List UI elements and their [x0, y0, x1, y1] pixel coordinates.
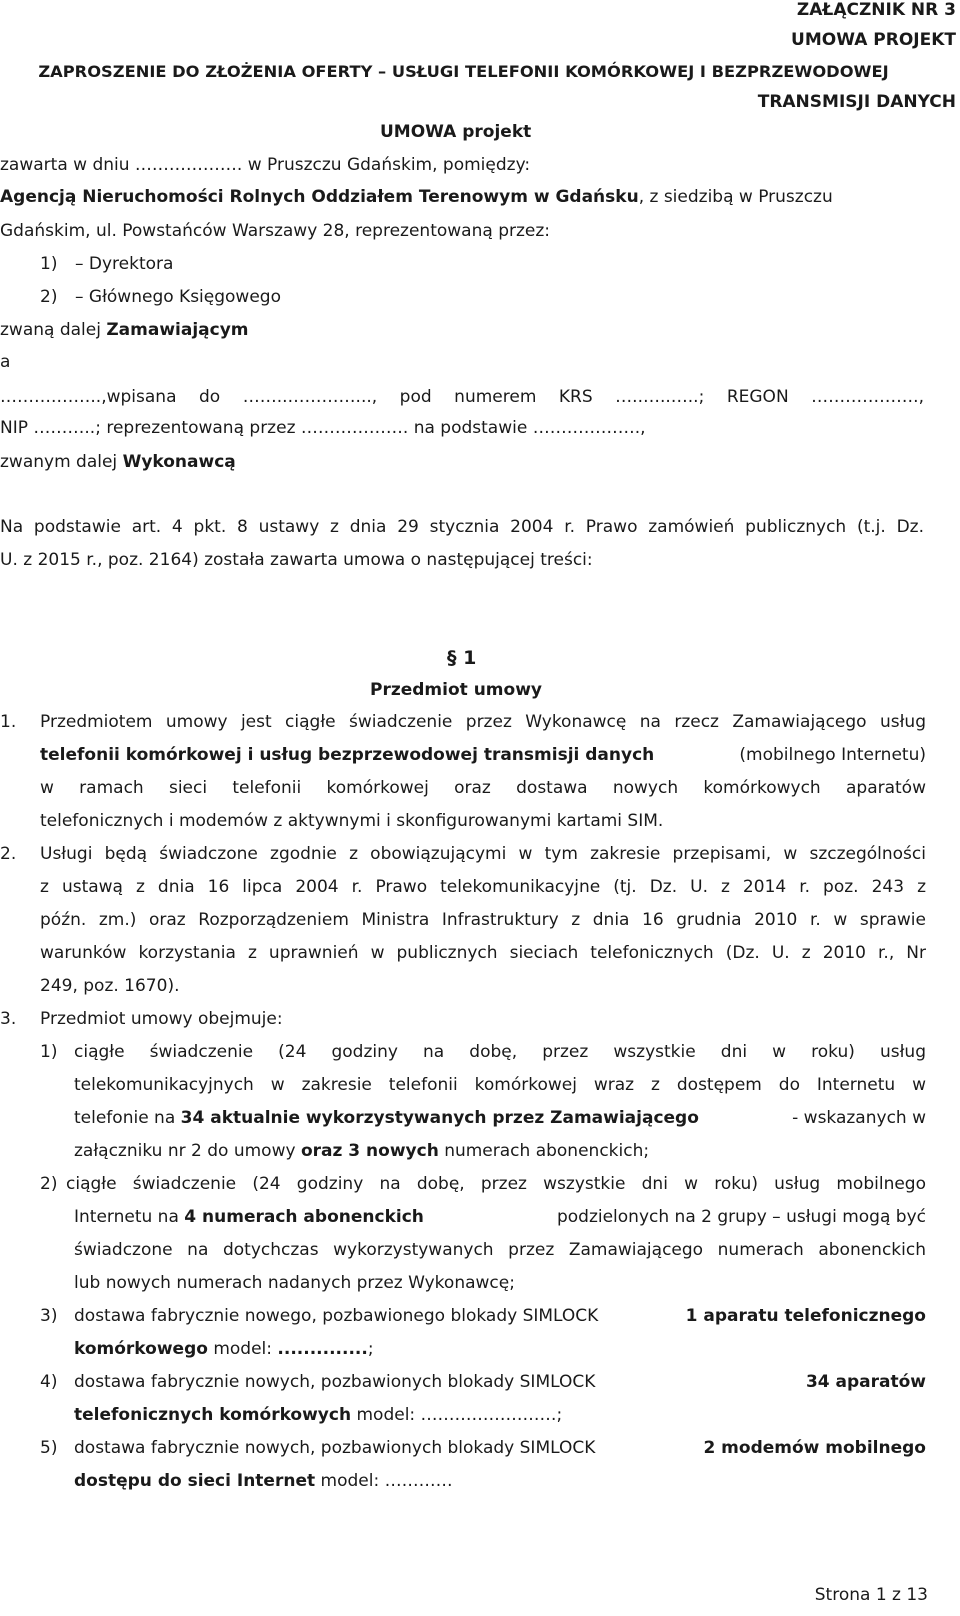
called-prefix: zwaną dalej	[0, 320, 107, 340]
item1-line2: telekomunikacyjnych w zakresie telefonii komórkowej wraz z dostępem do Internetu w	[74, 1075, 926, 1095]
party1-rest: , z siedzibą w Pruszczu	[638, 187, 833, 207]
item2-line3: świadczone na dotychczas wykorzystywanych przez Zamawiającego numerach abonenckich	[74, 1240, 926, 1260]
item2-line2-b: 4 numerach abonenckich	[184, 1207, 424, 1227]
item3-line2-c: ..............	[277, 1339, 368, 1359]
item4-line1-a: dostawa fabrycznie nowych, pozbawionych blokady SIMLOCK	[74, 1372, 596, 1392]
item3-line1-b: 1 aparatu telefonicznego	[685, 1306, 926, 1326]
item1-line4	[74, 1141, 649, 1161]
item5-number: 5)	[40, 1438, 58, 1458]
item1-line4-c: numerach abonenckich;	[438, 1141, 650, 1161]
item1-line3	[74, 1108, 926, 1128]
p2-line3: późn. zm.) oraz Rozporządzeniem Ministra Infrastruktury z dnia 16 grudnia 2010 r. w sprawie	[40, 910, 926, 930]
item2-number: 2)	[40, 1174, 58, 1194]
section-heading: Przedmiot umowy	[370, 680, 542, 700]
item2-line2	[74, 1207, 926, 1227]
item1-line3-c: - wskazanych w	[792, 1108, 926, 1128]
item4-line2	[74, 1405, 562, 1425]
party1-address: Gdańskim, ul. Powstańców Warszawy 28, reprezentowaną przez:	[0, 221, 551, 241]
item5-line2-a: dostępu do sieci Internet	[74, 1471, 316, 1491]
called2-name: Wykonawcą	[122, 452, 236, 472]
item1-line4-b: oraz 3 nowych	[300, 1141, 439, 1161]
item4-line2-b: model: ……………………;	[351, 1405, 563, 1425]
basis-line2: U. z 2015 r., poz. 2164) została zawarta umowa o następującej treści:	[0, 550, 593, 570]
item2-line4: lub nowych numerach nadanych przez Wykonawcę;	[74, 1273, 515, 1293]
p3-line1: Przedmiot umowy obejmuje:	[40, 1009, 283, 1029]
item1-line1: ciągłe świadczenie (24 godziny na dobę, przez wszystkie dni w roku) usług	[74, 1042, 926, 1062]
called-name: Zamawiającym	[106, 320, 249, 340]
invitation-title-line1: ZAPROSZENIE DO ZŁOŻENIA OFERTY – USŁUGI TELEFONII KOMÓRKOWEJ I BEZPRZEWODOWEJ	[38, 62, 889, 81]
called-party2	[0, 452, 236, 472]
page-number: Strona 1 z 13	[814, 1585, 928, 1605]
party2-line2: NIP ………..; reprezentowaną przez ………………. na podstawie ……………….,	[0, 418, 646, 438]
item1-number: 1)	[40, 1042, 58, 1062]
item3-line2-d: ;	[367, 1339, 374, 1359]
item4-line1-b: 34 aparatów	[805, 1372, 926, 1392]
attachment-label: ZAŁĄCZNIK NR 3	[796, 0, 956, 20]
party1-name: Agencją Nieruchomości Rolnych Oddziałem Terenowym w Gdańsku	[0, 187, 639, 207]
item4-line2-a: telefonicznych komórkowych	[74, 1405, 352, 1425]
rep2-text: – Głównego Księgowego	[75, 287, 281, 307]
item2-line1: ciągłe świadczenie (24 godziny na dobę, przez wszystkie dni w roku) usług mobilnego	[66, 1174, 926, 1194]
rep1-text: – Dyrektora	[75, 254, 174, 274]
invitation-title-line2: TRANSMISJI DANYCH	[757, 92, 956, 112]
item3-number: 3)	[40, 1306, 58, 1326]
party1-line	[0, 187, 928, 207]
called-party1	[0, 320, 249, 340]
item2-line2-c: podzielonych na 2 grupy – usługi mogą być	[556, 1207, 926, 1227]
item1-line3-a: telefonie na	[74, 1108, 181, 1128]
p2-line1: Usługi będą świadczone zgodnie z obowiązującymi w tym zakresie przepisami, w szczególności	[40, 844, 926, 864]
item2-line2-start	[74, 1207, 424, 1227]
item5-line1-b: 2 modemów mobilnego	[703, 1438, 926, 1458]
item1-line4-a: załączniku nr 2 do umowy	[74, 1141, 301, 1161]
item4-number: 4)	[40, 1372, 58, 1392]
p1-line4: telefonicznych i modemów z aktywnymi i skonfigurowanymi kartami SIM.	[40, 811, 664, 831]
section-symbol: § 1	[447, 647, 477, 669]
rep1-number: 1)	[40, 254, 58, 274]
p2-line2: z ustawą z dnia 16 lipca 2004 r. Prawo telekomunikacyjne (tj. Dz. U. z 2014 r. poz. 243 z	[40, 877, 926, 897]
document-title: UMOWA projekt	[380, 122, 532, 142]
p1-line3: w ramach sieci telefonii komórkowej oraz dostawa nowych komórkowych aparatów	[40, 778, 926, 798]
p1-line2	[40, 745, 926, 765]
p2-number: 2.	[0, 844, 17, 864]
item3-line1	[74, 1306, 926, 1326]
and-word: a	[0, 352, 11, 372]
item2-line2-a: Internetu na	[74, 1207, 185, 1227]
p1-line1: Przedmiotem umowy jest ciągłe świadczenie przez Wykonawcę na rzecz Zamawiającego usług	[40, 712, 926, 732]
called2-prefix: zwanym dalej	[0, 452, 123, 472]
item3-line1-a: dostawa fabrycznie nowego, pozbawionego blokady SIMLOCK	[74, 1306, 599, 1326]
party2-line1: ……….……..,wpisana do ……..…………..., pod numerem KRS …..…..…..; REGON ……………….,	[0, 387, 924, 407]
item1-line3-start	[74, 1108, 699, 1128]
item3-line2-b: model:	[207, 1339, 278, 1359]
item3-line2-a: komórkowego	[74, 1339, 208, 1359]
item4-line1	[74, 1372, 926, 1392]
item3-line2	[74, 1339, 374, 1359]
project-label: UMOWA PROJEKT	[791, 30, 956, 50]
item5-line1-a: dostawa fabrycznie nowych, pozbawionych blokady SIMLOCK	[74, 1438, 596, 1458]
p1-line2-bold: telefonii komórkowej i usług bezprzewodowej transmisji danych	[40, 745, 655, 765]
item5-line1	[74, 1438, 926, 1458]
p3-number: 3.	[0, 1009, 17, 1029]
item1-line3-b: 34 aktualnie wykorzystywanych przez Zamawiającego	[180, 1108, 699, 1128]
p1-line2-rest: (mobilnego Internetu)	[739, 745, 926, 765]
basis-line1: Na podstawie art. 4 pkt. 8 ustawy z dnia 29 stycznia 2004 r. Prawo zamówień publicznych (t.j. Dz.	[0, 517, 924, 537]
concluded-line: zawarta w dniu ………………. w Pruszczu Gdańskim, pomiędzy:	[0, 155, 531, 175]
p2-line5: 249, poz. 1670).	[40, 976, 180, 996]
item5-line2	[74, 1471, 453, 1491]
item5-line2-b: model: …………	[315, 1471, 453, 1491]
p2-line4: warunków korzystania z uprawnień w publicznych sieciach telefonicznych (Dz. U. z 2010 r., Nr	[40, 943, 926, 963]
p1-number: 1.	[0, 712, 17, 732]
rep2-number: 2)	[40, 287, 58, 307]
